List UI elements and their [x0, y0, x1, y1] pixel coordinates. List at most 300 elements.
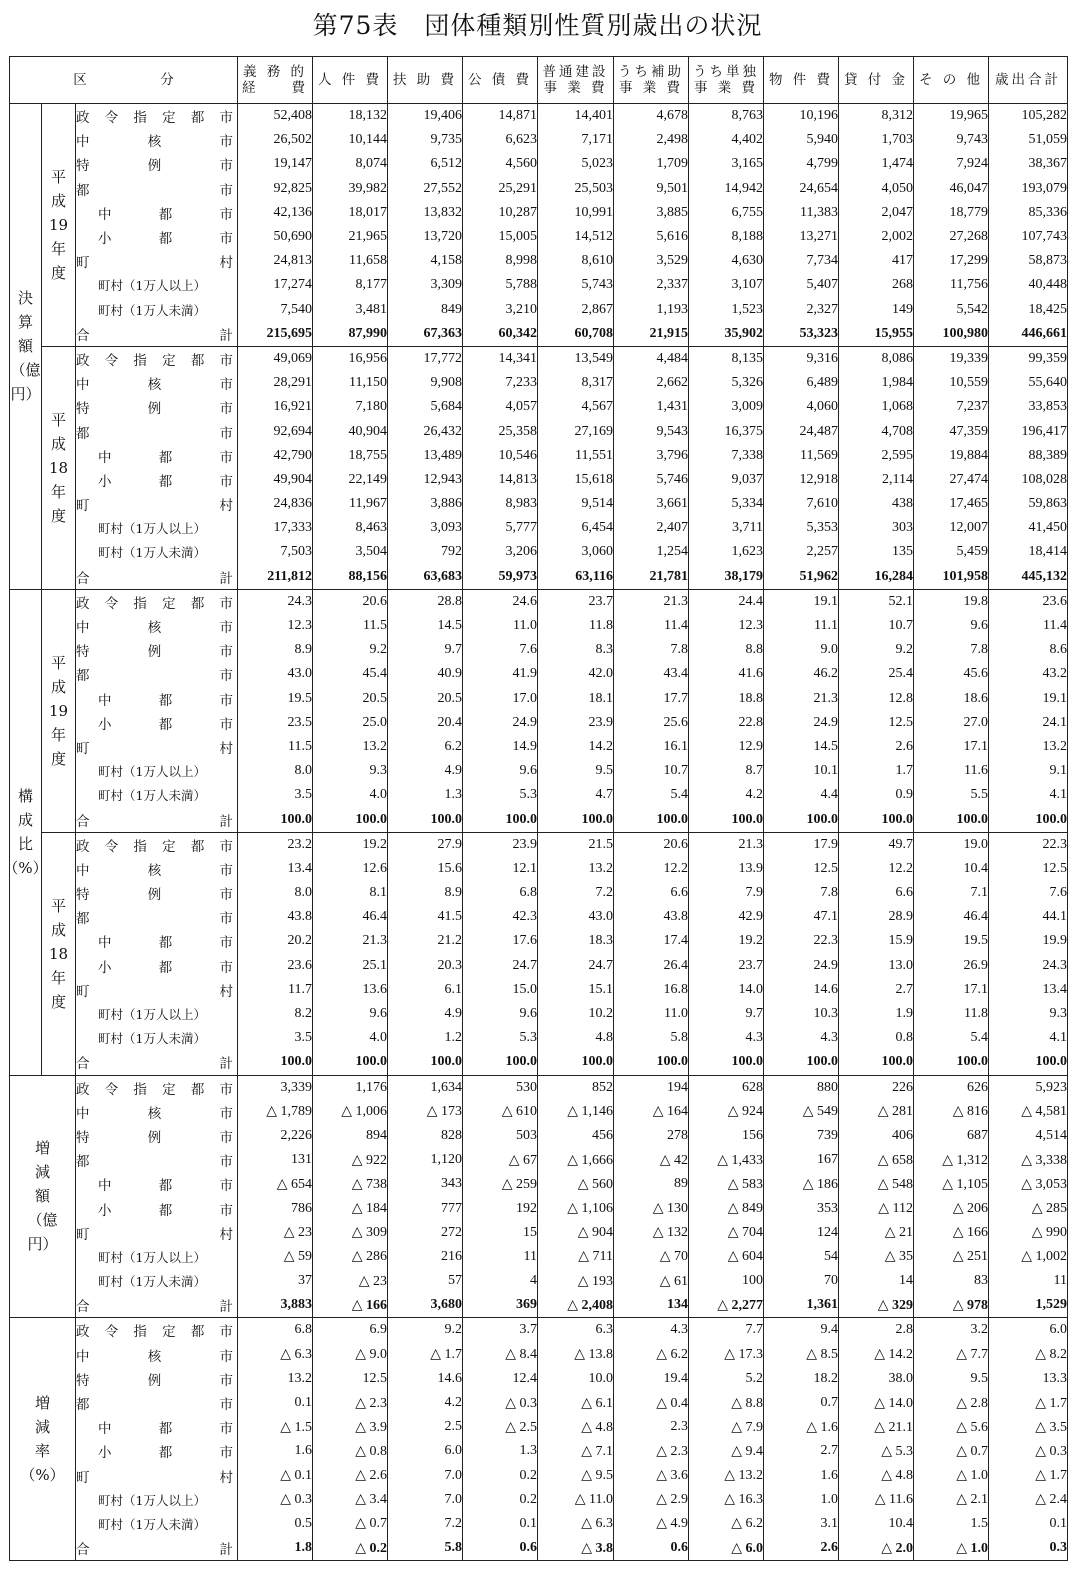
table-cell: 777 — [388, 1196, 463, 1220]
table-cell: 14,512 — [538, 225, 614, 249]
table-row — [10, 1318, 1068, 1343]
row-label-char: 市 — [219, 959, 233, 976]
row-label-char: 都 — [158, 1178, 173, 1195]
fiscal-year-char: 年 — [50, 482, 66, 501]
row-label-char: 合 — [76, 570, 90, 587]
table-cell: 1,474 — [839, 152, 914, 176]
row-label-char: 町 — [76, 255, 90, 272]
table-cell: 3,165 — [689, 152, 764, 176]
table-cell: 100.0 — [764, 807, 839, 832]
row-label-char: 都 — [158, 449, 173, 466]
table-cell: △ 2.0 — [839, 1536, 914, 1561]
fiscal-year-char: 18 — [48, 944, 69, 963]
table-cell: △ 548 — [839, 1172, 914, 1196]
table-cell: 6.8 — [463, 881, 538, 905]
table-cell: 11.7 — [238, 978, 313, 1002]
table-cell: 18,017 — [313, 201, 388, 225]
table-cell: △ 3.6 — [614, 1464, 689, 1488]
row-label-char: 市 — [219, 352, 234, 369]
table-cell: 18,414 — [989, 540, 1068, 564]
table-cell: 100.0 — [313, 807, 388, 832]
table-cell: 11.8 — [914, 1002, 989, 1026]
table-cell: 2,407 — [614, 516, 689, 540]
row-label-char: 計 — [219, 570, 234, 587]
row-label — [76, 614, 238, 638]
table-cell: 19,339 — [914, 346, 989, 371]
row-label — [76, 735, 238, 759]
table-cell: 24,487 — [764, 419, 839, 443]
table-cell: 6.0 — [989, 1318, 1068, 1343]
table-cell: 353 — [764, 1196, 839, 1220]
table-cell: 15 — [463, 1221, 538, 1245]
row-label — [76, 395, 238, 419]
table-cell: △ 8.5 — [764, 1343, 839, 1367]
table-cell: 9,316 — [764, 346, 839, 371]
table-cell: 23.7 — [538, 589, 614, 614]
table-cell: 5,746 — [614, 468, 689, 492]
table-cell: 8.1 — [313, 881, 388, 905]
table-cell: 3,886 — [388, 492, 463, 516]
table-cell: 12.2 — [614, 857, 689, 881]
table-cell: 9,514 — [538, 492, 614, 516]
table-cell: 880 — [764, 1075, 839, 1100]
table-cell: 2,595 — [839, 444, 914, 468]
table-cell: △ 173 — [388, 1100, 463, 1124]
table-cell: 14.6 — [388, 1367, 463, 1391]
table-cell: 26,502 — [238, 128, 313, 152]
table-cell: 4,514 — [989, 1124, 1068, 1148]
table-cell: 15.1 — [538, 978, 614, 1002]
row-label-char: 市 — [219, 887, 233, 904]
section-label-char: 構 — [17, 787, 33, 806]
table-cell: △ 0.3 — [989, 1439, 1068, 1463]
row-label — [76, 177, 238, 201]
table-cell: △ 2.8 — [914, 1391, 989, 1415]
table-cell: 852 — [538, 1075, 614, 1100]
table-cell: 6,512 — [388, 152, 463, 176]
table-cell: △ 1,312 — [914, 1148, 989, 1172]
section-label — [10, 1318, 76, 1561]
row-label-char: 市 — [219, 1421, 233, 1438]
row-label-char: 政 — [76, 595, 90, 612]
row-label-char: 都 — [190, 595, 205, 612]
row-label-text: 町村（1万人以上） — [98, 1249, 206, 1265]
table-row — [10, 881, 1068, 905]
table-cell: 6.2 — [388, 735, 463, 759]
table-cell: △ 0.3 — [238, 1488, 313, 1512]
table-cell: 24.9 — [463, 711, 538, 735]
table-cell: 24.1 — [989, 711, 1068, 735]
row-label-char: 市 — [219, 668, 234, 685]
row-label-char: 市 — [219, 716, 233, 733]
row-label-char: 特 — [76, 401, 90, 418]
table-cell: △ 1.7 — [989, 1464, 1068, 1488]
table-cell: 0.6 — [463, 1536, 538, 1561]
section-label-char: （億 — [10, 361, 41, 380]
row-label-char: 市 — [219, 134, 233, 151]
table-cell: △ 654 — [238, 1172, 313, 1196]
section-label-char: （%） — [3, 859, 48, 878]
table-cell: 4,050 — [839, 177, 914, 201]
table-cell: 1.8 — [238, 1536, 313, 1561]
table-cell: 19.5 — [914, 929, 989, 953]
table-cell: 19.5 — [238, 687, 313, 711]
table-cell: 58,873 — [989, 249, 1068, 273]
table-cell: 19.1 — [764, 589, 839, 614]
table-cell: 4.4 — [764, 783, 839, 807]
table-cell: 18,755 — [313, 444, 388, 468]
table-cell: 101,958 — [914, 565, 989, 590]
table-cell: 100.0 — [614, 1050, 689, 1075]
table-cell: 46.2 — [764, 662, 839, 686]
table-cell: 83 — [914, 1269, 989, 1293]
table-row — [10, 152, 1068, 176]
table-cell: △ 6.0 — [689, 1536, 764, 1561]
table-cell: 2.6 — [839, 735, 914, 759]
table-cell: 7,503 — [238, 540, 313, 564]
table-cell: 9.6 — [313, 1002, 388, 1026]
fiscal-year-char: 年 — [50, 968, 66, 987]
table-cell: 0.2 — [463, 1488, 538, 1512]
table-cell: △ 206 — [914, 1196, 989, 1220]
table-cell: 22,149 — [313, 468, 388, 492]
table-cell: 1,703 — [839, 128, 914, 152]
row-label-char: 小 — [98, 231, 112, 248]
table-cell: 100.0 — [764, 1050, 839, 1075]
table-cell: 24.9 — [764, 954, 839, 978]
fiscal-year-char: 平 — [50, 653, 66, 672]
table-cell: 3,206 — [463, 540, 538, 564]
table-cell: 6.9 — [313, 1318, 388, 1343]
table-cell: 2,047 — [839, 201, 914, 225]
row-label-char: 令 — [104, 352, 119, 369]
table-cell: △ 285 — [989, 1196, 1068, 1220]
table-cell: 530 — [463, 1075, 538, 1100]
table-cell: 8,312 — [839, 104, 914, 129]
row-label-char: 計 — [219, 327, 234, 344]
row-label — [76, 881, 238, 905]
table-cell: 0.6 — [614, 1536, 689, 1561]
table-cell: 12.6 — [313, 857, 388, 881]
row-label-char: 市 — [219, 1129, 233, 1146]
table-cell: 41.5 — [388, 905, 463, 929]
section-label-char: 増 — [34, 1139, 50, 1158]
table-row — [10, 1050, 1068, 1075]
table-cell: 8,983 — [463, 492, 538, 516]
table-cell: 9,501 — [614, 177, 689, 201]
table-row — [10, 516, 1068, 540]
row-label-text: 町村（1万人未満） — [98, 1516, 206, 1532]
table-cell: △ 259 — [463, 1172, 538, 1196]
table-cell: 894 — [313, 1124, 388, 1148]
table-row — [10, 1100, 1068, 1124]
section-label-char: 決 — [17, 289, 33, 308]
row-label — [76, 1148, 238, 1172]
table-row — [10, 128, 1068, 152]
table-cell: 10.4 — [839, 1512, 914, 1536]
table-cell: 5,326 — [689, 371, 764, 395]
row-label-char: 都 — [190, 1324, 205, 1341]
table-cell: 25,358 — [463, 419, 538, 443]
table-cell: 16.8 — [614, 978, 689, 1002]
row-label-char: 政 — [76, 1324, 90, 1341]
table-cell: 27.9 — [388, 832, 463, 857]
table-cell: 1.5 — [914, 1512, 989, 1536]
table-cell: 134 — [614, 1293, 689, 1318]
table-cell: 11,967 — [313, 492, 388, 516]
row-label-char: 例 — [147, 644, 162, 661]
table-cell: 15,005 — [463, 225, 538, 249]
table-cell: 1,361 — [764, 1293, 839, 1318]
table-cell: 11,756 — [914, 273, 989, 297]
table-cell: 41.6 — [689, 662, 764, 686]
table-cell: 6,755 — [689, 201, 764, 225]
table-cell: 20.5 — [313, 687, 388, 711]
table-cell: 9.4 — [764, 1318, 839, 1343]
table-cell: 7.8 — [914, 638, 989, 662]
table-cell: △ 6.1 — [538, 1391, 614, 1415]
table-row — [10, 1269, 1068, 1293]
section-label — [10, 1075, 76, 1318]
table-cell: 100.0 — [538, 807, 614, 832]
table-row — [10, 711, 1068, 735]
table-cell: 6.0 — [388, 1439, 463, 1463]
table-cell: 11 — [989, 1269, 1068, 1293]
table-cell: 87,990 — [313, 322, 388, 347]
table-row — [10, 1415, 1068, 1439]
row-label-char: 都 — [76, 1397, 90, 1414]
table-cell: △ 193 — [538, 1269, 614, 1293]
table-cell: 19.4 — [614, 1367, 689, 1391]
table-cell: 10,546 — [463, 444, 538, 468]
table-cell: 12.3 — [689, 614, 764, 638]
row-label-char: 計 — [219, 1056, 234, 1073]
table-cell: 63,116 — [538, 565, 614, 590]
table-cell: 13.2 — [989, 735, 1068, 759]
table-cell: △ 990 — [989, 1221, 1068, 1245]
table-cell: 9.2 — [839, 638, 914, 662]
row-label-char: 市 — [219, 1202, 233, 1219]
table-cell: 17,274 — [238, 273, 313, 297]
table-cell: 47.1 — [764, 905, 839, 929]
table-cell: 3,481 — [313, 298, 388, 322]
table-cell: 7.6 — [463, 638, 538, 662]
table-cell: 6.3 — [538, 1318, 614, 1343]
table-cell: 24.3 — [989, 954, 1068, 978]
table-cell: △ 11.6 — [839, 1488, 914, 1512]
row-label-char: 指 — [133, 1081, 147, 1098]
table-row — [10, 905, 1068, 929]
table-cell: △ 184 — [313, 1196, 388, 1220]
section-label-char: 額 — [17, 337, 33, 356]
row-label-char: 指 — [133, 595, 147, 612]
table-cell: 4.1 — [989, 783, 1068, 807]
table-cell: 15.9 — [839, 929, 914, 953]
column-header-line: 歳出合計 — [995, 72, 1062, 88]
row-label-char: 中 — [98, 206, 112, 223]
table-cell: △ 610 — [463, 1100, 538, 1124]
row-label-char: 市 — [219, 206, 233, 223]
row-label — [76, 540, 238, 564]
table-cell: 4,630 — [689, 249, 764, 273]
row-label-char: 例 — [147, 158, 162, 175]
table-cell: 13.0 — [839, 954, 914, 978]
table-cell: 12.5 — [839, 711, 914, 735]
table-cell: 8.2 — [238, 1002, 313, 1026]
table-row — [10, 662, 1068, 686]
table-cell: 105,282 — [989, 104, 1068, 129]
row-label — [76, 783, 238, 807]
table-cell: △ 9.4 — [689, 1439, 764, 1463]
table-cell: △ 3.8 — [538, 1536, 614, 1561]
table-cell: 5.3 — [463, 783, 538, 807]
row-label-text: 町村（1万人未満） — [98, 545, 206, 561]
table-cell: 12.8 — [839, 687, 914, 711]
table-row — [10, 1002, 1068, 1026]
table-cell: △ 2.1 — [914, 1488, 989, 1512]
table-cell: 1,623 — [689, 540, 764, 564]
table-cell: 8.3 — [538, 638, 614, 662]
table-cell: 278 — [614, 1124, 689, 1148]
table-cell: 20.3 — [388, 954, 463, 978]
table-cell: 43.8 — [238, 905, 313, 929]
table-cell: △ 2,408 — [538, 1293, 614, 1318]
table-cell: 19,884 — [914, 444, 989, 468]
table-row — [10, 540, 1068, 564]
fiscal-year-char: 19 — [48, 215, 69, 234]
table-cell: 196,417 — [989, 419, 1068, 443]
table-cell: 7.6 — [989, 881, 1068, 905]
table-cell: 1.2 — [388, 1026, 463, 1050]
section-label-char: 増 — [34, 1394, 50, 1413]
table-cell: 9.5 — [538, 759, 614, 783]
column-header — [238, 57, 313, 104]
table-cell: 19,965 — [914, 104, 989, 129]
table-cell: △ 309 — [313, 1221, 388, 1245]
table-cell: 15,955 — [839, 322, 914, 347]
table-cell: △ 16.3 — [689, 1488, 764, 1512]
table-row — [10, 735, 1068, 759]
column-header — [839, 57, 914, 104]
table-cell: 2,337 — [614, 273, 689, 297]
header-kubun: 区 分 — [10, 57, 238, 104]
row-label-char: 核 — [147, 1105, 162, 1122]
table-cell: 5,353 — [764, 516, 839, 540]
row-label-char: 例 — [147, 1372, 162, 1389]
table-cell: 13,832 — [388, 201, 463, 225]
fiscal-year-char: 度 — [50, 749, 66, 768]
row-label — [76, 978, 238, 1002]
table-cell: △ 67 — [463, 1148, 538, 1172]
table-row — [10, 468, 1068, 492]
table-cell: 1,634 — [388, 1075, 463, 1100]
table-cell: 5,940 — [764, 128, 839, 152]
table-cell: 4.2 — [689, 783, 764, 807]
table-cell: △ 2.6 — [313, 1464, 388, 1488]
table-cell: 100.0 — [238, 1050, 313, 1075]
table-cell: △ 4.8 — [538, 1415, 614, 1439]
table-cell: 14,942 — [689, 177, 764, 201]
table-cell: 4,799 — [764, 152, 839, 176]
table-cell: 17.1 — [914, 978, 989, 1002]
row-label — [76, 1269, 238, 1293]
table-cell: 3.5 — [238, 783, 313, 807]
row-label-char: 合 — [76, 327, 90, 344]
table-cell: 46.4 — [914, 905, 989, 929]
table-cell: 13.2 — [538, 857, 614, 881]
table-cell: 47,359 — [914, 419, 989, 443]
row-label-char: 小 — [98, 1202, 112, 1219]
table-cell: △ 549 — [764, 1100, 839, 1124]
table-cell: △ 560 — [538, 1172, 614, 1196]
table-cell: △ 14.2 — [839, 1343, 914, 1367]
table-cell: △ 8.2 — [989, 1343, 1068, 1367]
row-label-char: 村 — [219, 740, 234, 757]
table-cell: 85,336 — [989, 201, 1068, 225]
column-header-line: 普通建設 — [542, 64, 609, 80]
table-cell: 369 — [463, 1293, 538, 1318]
table-cell: △ 4,581 — [989, 1100, 1068, 1124]
table-cell: 44.1 — [989, 905, 1068, 929]
table-cell: 63,683 — [388, 565, 463, 590]
table-cell: 9.2 — [388, 1318, 463, 1343]
table-cell: 9.2 — [313, 638, 388, 662]
table-cell: 92,825 — [238, 177, 313, 201]
row-label — [76, 371, 238, 395]
table-cell: 2.5 — [388, 1415, 463, 1439]
row-label-char: 計 — [219, 813, 234, 830]
table-cell: 4.0 — [313, 783, 388, 807]
table-cell: 216 — [388, 1245, 463, 1269]
table-cell: 3,093 — [388, 516, 463, 540]
table-cell: 6,454 — [538, 516, 614, 540]
row-label — [76, 1512, 238, 1536]
table-row — [10, 1343, 1068, 1367]
table-cell: 4,708 — [839, 419, 914, 443]
table-cell: 49.7 — [839, 832, 914, 857]
section-label-char: 円） — [10, 385, 41, 404]
table-cell: 446,661 — [989, 322, 1068, 347]
row-label-text: 町村（1万人未満） — [98, 1274, 206, 1290]
table-cell: 19.1 — [989, 687, 1068, 711]
table-cell: 100.0 — [914, 807, 989, 832]
row-label-char: 町 — [76, 498, 90, 515]
table-cell: 9,543 — [614, 419, 689, 443]
column-header — [313, 57, 388, 104]
table-cell: △ 6.2 — [689, 1512, 764, 1536]
table-cell: 193,079 — [989, 177, 1068, 201]
column-header — [463, 57, 538, 104]
table-cell: 4.7 — [538, 783, 614, 807]
table-cell: 3,711 — [689, 516, 764, 540]
table-cell: △ 3.5 — [989, 1415, 1068, 1439]
table-row — [10, 978, 1068, 1002]
table-cell: 3,060 — [538, 540, 614, 564]
table-cell: 131 — [238, 1148, 313, 1172]
table-body — [3, 104, 1068, 1561]
row-label-char: 中 — [76, 620, 90, 637]
row-label-char: 核 — [147, 620, 162, 637]
table-cell: 2.8 — [839, 1318, 914, 1343]
table-cell: 626 — [914, 1075, 989, 1100]
table-cell: 11.4 — [614, 614, 689, 638]
fiscal-year-char: 19 — [48, 701, 69, 720]
table-row — [10, 273, 1068, 297]
table-cell: 11.0 — [463, 614, 538, 638]
table-row — [10, 1464, 1068, 1488]
table-cell: 0.3 — [989, 1536, 1068, 1561]
table-cell: △ 23 — [313, 1269, 388, 1293]
